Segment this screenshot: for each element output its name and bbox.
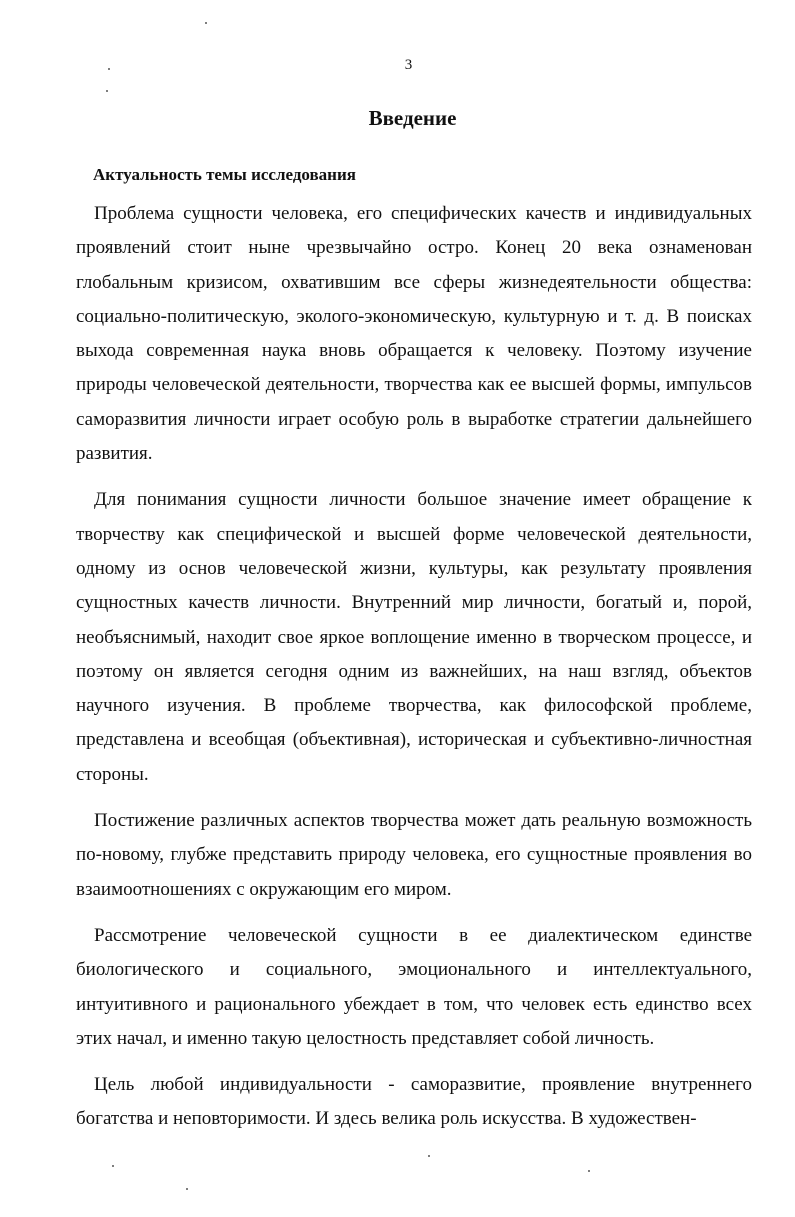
scan-speck bbox=[428, 1155, 430, 1157]
scan-speck bbox=[112, 1165, 114, 1167]
scan-speck bbox=[205, 22, 207, 24]
paragraph-4: Рассмотрение человеческой сущности в ее диалектическом единстве биологического и социального, эмоционального и интеллектуального, интуитивного и рационального убеждает в том, что человек есть единство всех этих начал, и именно такую целостность представляет собой личность. bbox=[76, 924, 752, 1049]
scan-speck bbox=[108, 68, 110, 70]
scan-speck bbox=[588, 1170, 590, 1172]
paragraph-1: Проблема сущности человека, его специфических качеств и индивидуальных проявлений стоит ныне чрезвычайно остро. Конец 20 века ознаменован глобальным кризисом, охватившим все сферы жизнедеятельности общества: социально-политическую, эколого-экономическую, культурную и т. д. В поисках выхода современная наука вновь обращается к человеку. Поэтому изучение природы человеческой деятельности, творчества как ее высшей формы, импульсов саморазвития личности играет особую роль в выработке стратегии дальнейшего развития. bbox=[76, 203, 752, 465]
paragraph-2: Для понимания сущности личности большое значение имеет обращение к творчеству как специфической и высшей форме человеческой деятельности, одному из основ человеческой жизни, культуры, как результату проявления сущностных качеств личности. Внутренний мир личности, богатый и, порой, необъяснимый, находит свое яркое воплощение именно в творческом процессе, и поэтому он является сегодня одним из важнейших, на наш взгляд, объектов научного изучения. В проблеме творчества, как философской проблеме, представлена и всеобщая (объективная), историческая и субъективно-личностная стороны. bbox=[76, 489, 752, 785]
scan-speck bbox=[106, 90, 108, 92]
paragraph-3: Постижение различных аспектов творчества может дать реальную возможность по-новому, глубже представить природу человека, его сущностные проявления во взаимоотношениях с окружающим его миром. bbox=[76, 810, 752, 900]
page-number: 3 bbox=[404, 57, 413, 73]
scan-speck bbox=[186, 1188, 188, 1190]
body-text bbox=[76, 197, 752, 1149]
section-heading: Актуальность темы исследования bbox=[93, 165, 356, 184]
page-title: Введение bbox=[368, 106, 457, 130]
paragraph-5: Цель любой индивидуальности - саморазвитие, проявление внутреннего богатства и неповторимости. И здесь велика роль искусства. В художествен- bbox=[76, 1074, 752, 1130]
